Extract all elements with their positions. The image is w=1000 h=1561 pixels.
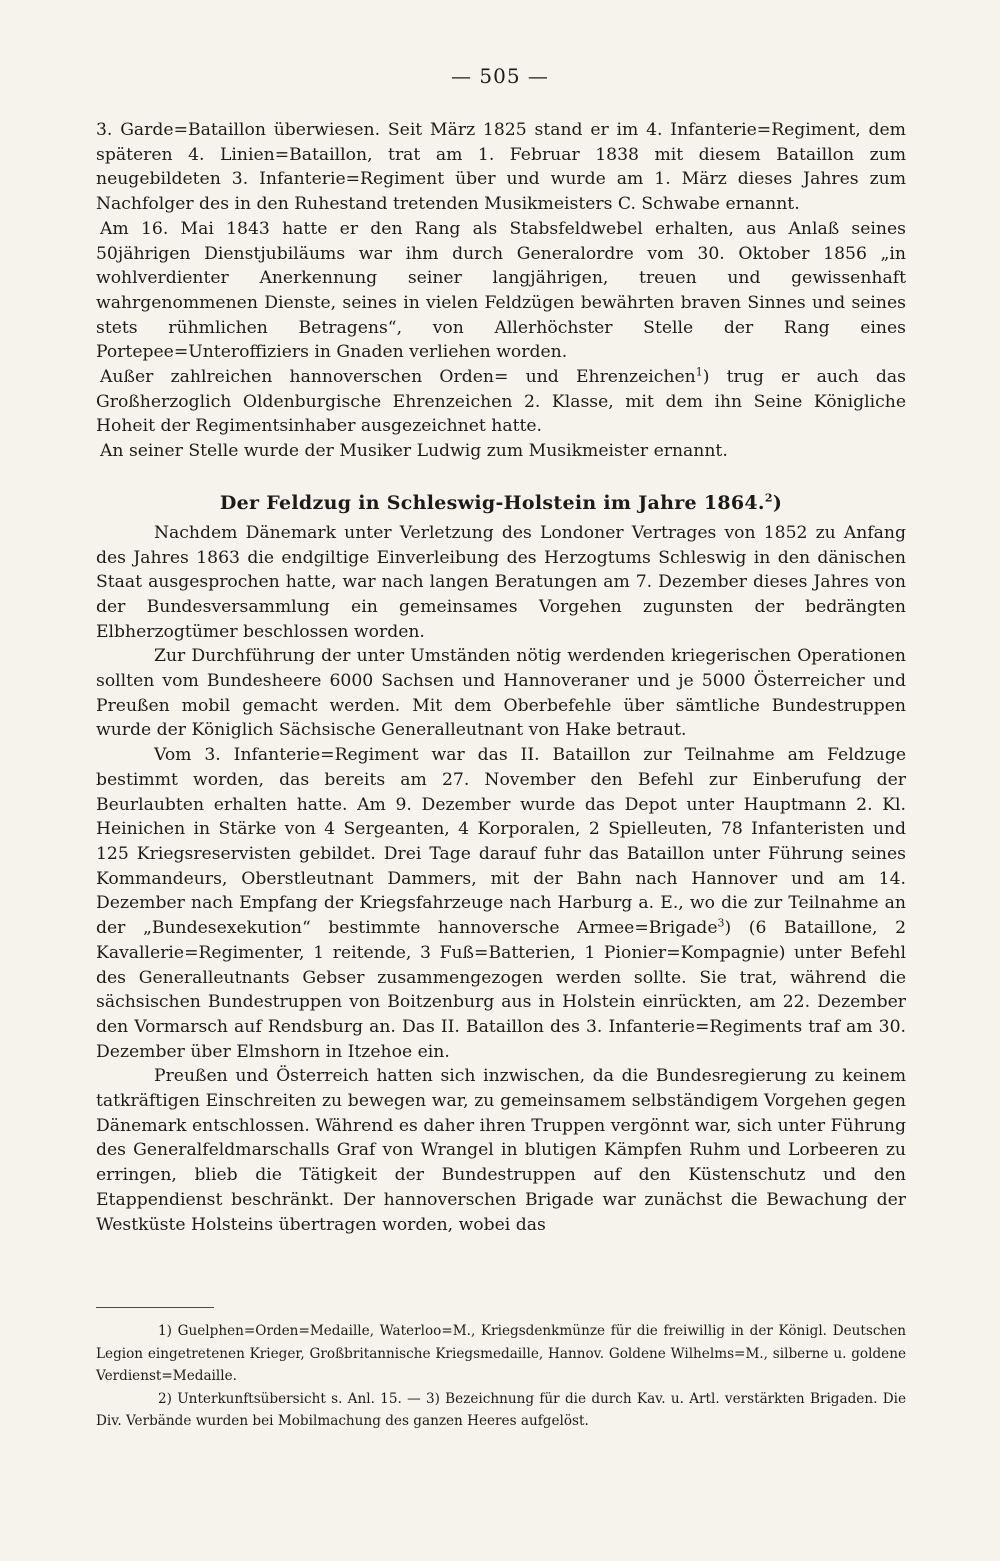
footnote: 2) Unterkunftsübersicht s. Anl. 15. — 3) Bezeichnung für die durch Kav. u. Artl. verstärkten Brigaden. Die Div. Verbände wurden bei Mobilmachung des ganzen Heeres aufgelöst. [96, 1390, 906, 1429]
footnote-divider [96, 1307, 214, 1308]
footnote-ref: 2 [764, 491, 773, 505]
footnote-ref: 3 [717, 916, 725, 930]
footnote-ref: 1 [695, 365, 703, 379]
paragraph: Am 16. Mai 1843 hatte er den Rang als Stabsfeldwebel erhalten, aus Anlaß seines 50jährigen Dienstjubiläums war ihm durch Generalordre vom 30. Oktober 1856 „in wohlverdienter Anerkennung seiner langjährigen, treuen und gewissenhaft wahrgenommenen Dienste, seines in vielen Feldzügen bewährten braven Sinnes und seines stets rühmlichen Betragens“, von Allerhöchster Stelle der Rang eines Portepee=Unteroffiziers in Gnaden verliehen worden. [96, 218, 906, 363]
section-heading-close: ) [772, 491, 783, 514]
footnotes [96, 1320, 906, 1433]
paragraph: An seiner Stelle wurde der Musiker Ludwig zum Musikmeister ernannt. [100, 441, 728, 462]
paragraph-text: ) trug er auch das Großherzoglich Oldenburgische Ehrenzeichen 2. Klasse, mit dem ihn Seine Königliche Hoheit der Regimentsinhaber ausgezeichnet hatte. [96, 367, 906, 437]
paragraph-text: Vom 3. Infanterie=Regiment war das II. Bataillon zur Teilnahme am Feldzuge bestimmt worden, das bereits am 27. November den Befehl zur Einberufung der Beurlaubten erhalten hatte. Am 9. Dezember wurde das Depot unter Hauptmann 2. Kl. Heinichen in Stärke von 4 Sergeanten, 4 Korporalen, 2 Spielleuten, 78 Infanteristen und 125 Kriegsreservisten gebildet. Drei Tage darauf fuhr das Bataillon unter Führung seines Kommandeurs, Oberstleutnant Dammers, mit der Bahn nach Hannover und am 14. Dezember nach Empfang der Kriegsfahrzeuge nach Harburg a. E., wo die zur Teilnahme an der „Bundesexekution“ bestimmte hannoversche Armee=Brigade [96, 745, 906, 939]
paragraph-text: Außer zahlreichen hannoverschen Orden= und Ehrenzeichen [100, 367, 696, 388]
paragraph: Nachdem Dänemark unter Verletzung des Londoner Vertrages von 1852 zu Anfang des Jahres 1863 die endgiltige Einverleibung des Herzogtums Schleswig in den dänischen Staat ausgesprochen hatte, war nach langen Beratungen am 7. Dezember dieses Jahres von der Bundesversammlung ein gemeinsames Vorgehen zugunsten der bedrängten Elbherzogtümer beschlossen worden. [96, 522, 906, 642]
main-text [96, 118, 906, 1237]
paragraph [96, 365, 906, 439]
section-heading-text: Der Feldzug in Schleswig-Holstein im Jahre 1864. [219, 491, 765, 514]
paragraph: Zur Durchführung der unter Umständen nötig werdenden kriegerischen Operationen sollten vom Bundesheere 6000 Sachsen und Hannoveraner und je 5000 Österreicher und Preußen mobil gemacht werden. Mit dem Oberbefehle über sämtliche Bundestruppen wurde der Königlich Sächsische Generalleutnant von Hake betraut. [96, 646, 906, 741]
footnote: 1) Guelphen=Orden=Medaille, Waterloo=M., Kriegsdenkmünze für die freiwillig in der Königl. Deutschen Legion eingetretenen Krieger, Großbritannische Kriegsmedaille, Hannov. Goldene Wilhelms=M., silberne u. goldene Verdienst=Medaille. [96, 1323, 906, 1384]
paragraph-text: ) (6 Bataillone, 2 Kavallerie=Regimenter, 1 reitende, 3 Fuß=Batterien, 1 Pionier=Kompagnie) unter Befehl des Generalleutnants Gebser zusammengezogen werden sollte. Sie trat, während die sächsischen Bundestruppen von Boitzenburg aus in Holstein einrückten, am 22. Dezember den Vormarsch auf Rendsburg an. Das II. Bataillon des 3. Infanterie=Regiments traf am 30. Dezember über Elmshorn in Itzehoe ein. [96, 918, 907, 1062]
paragraph [96, 743, 906, 1064]
page-number: — 505 — [451, 64, 549, 88]
paragraph: 3. Garde=Bataillon überwiesen. Seit März 1825 stand er im 4. Infanterie=Regiment, dem späteren 4. Linien=Bataillon, trat am 1. Februar 1838 mit diesem Bataillon zum neugebildeten 3. Infanterie=Regiment über und wurde am 1. März dieses Jahres zum Nachfolger des in den Ruhestand tretenden Musikmeisters C. Schwabe ernannt. [96, 120, 906, 215]
section-heading [96, 490, 906, 516]
paragraph: Preußen und Österreich hatten sich inzwischen, da die Bundesregierung zu keinem tatkräftigen Einschreiten zu bewegen war, zu gemeinsamem selbständigem Vorgehen gegen Dänemark entschlossen. Während es daher ihren Truppen vergönnt war, sich unter Führung des Generalfeldmarschalls Graf von Wrangel in blutigen Kämpfen Ruhm und Lorbeeren zu erringen, blieb die Tätigkeit der Bundestruppen auf den Küstenschutz und den Etappendienst beschränkt. Der hannoverschen Brigade war zunächst die Bewachung der Westküste Holsteins übertragen worden, wobei das [96, 1066, 906, 1235]
